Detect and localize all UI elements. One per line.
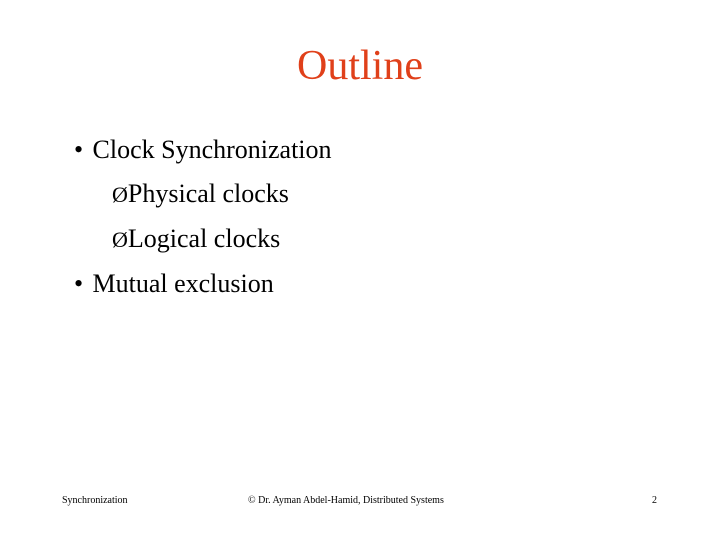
bullet-dot-icon: • xyxy=(74,269,84,298)
sub-bullet-item xyxy=(74,217,674,262)
footer-topic: Synchronization xyxy=(62,495,128,506)
sub-bullet-text: Physical clocks xyxy=(127,179,289,208)
bullet-text: Mutual exclusion xyxy=(92,269,274,298)
arrow-bullet-icon: Ø xyxy=(112,227,128,252)
bullet-item xyxy=(74,262,674,306)
bullet-dot-icon: • xyxy=(74,135,84,164)
bullet-item xyxy=(74,128,674,172)
sub-bullet-item xyxy=(74,172,674,217)
sub-bullet-text: Logical clocks xyxy=(127,224,281,253)
footer-copyright: © Dr. Ayman Abdel-Hamid, Distributed Systems xyxy=(248,495,444,506)
arrow-bullet-icon: Ø xyxy=(112,182,128,207)
slide-title: Outline xyxy=(297,43,423,89)
bullet-text: Clock Synchronization xyxy=(92,135,332,164)
bullet-list xyxy=(74,128,674,306)
page-number: 2 xyxy=(652,495,657,506)
